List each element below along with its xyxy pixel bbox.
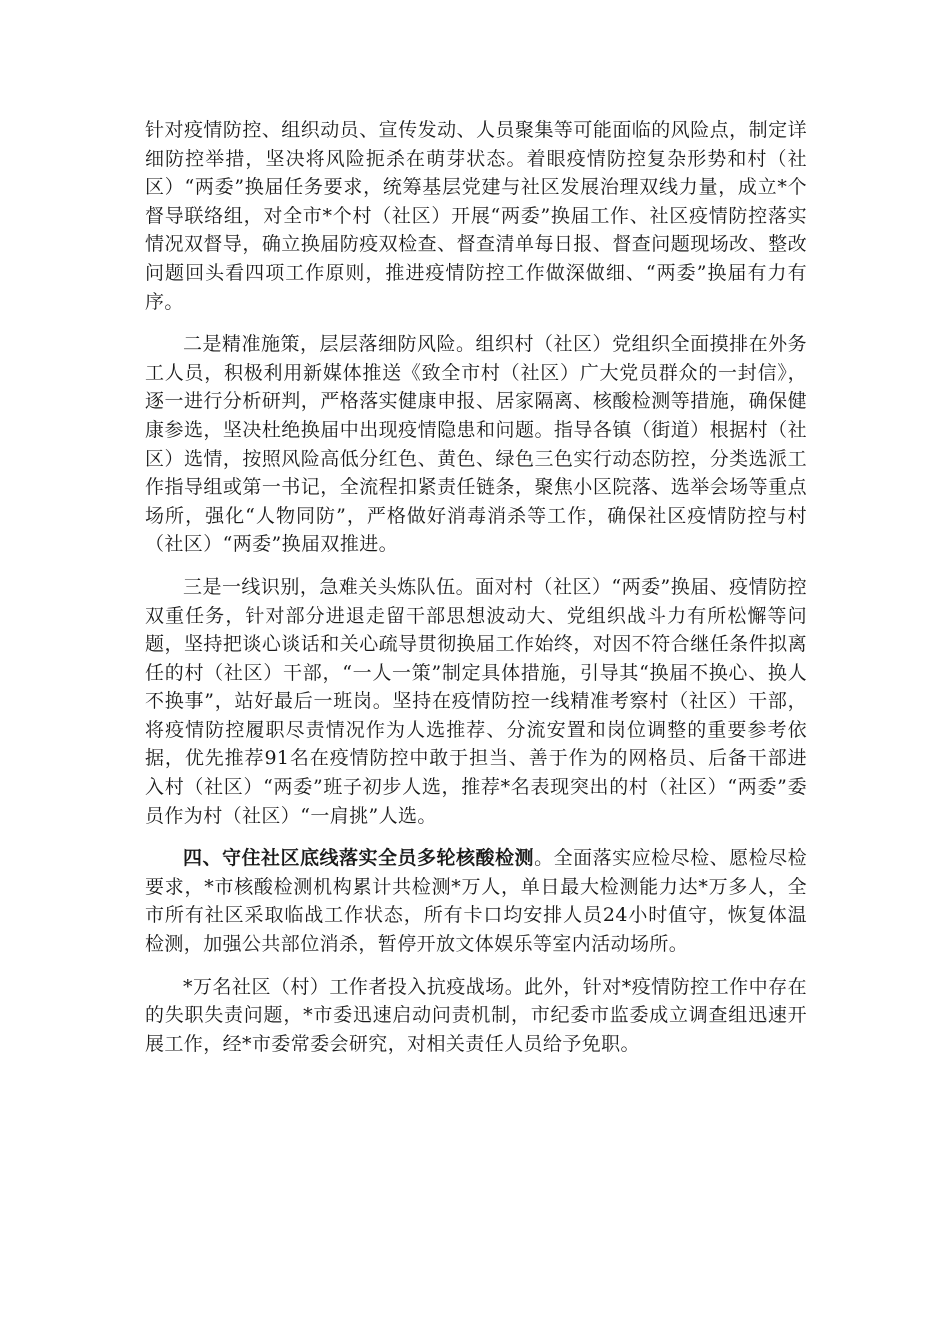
- paragraph-5: [145, 973, 807, 1059]
- paragraph-4: [145, 844, 807, 958]
- paragraph-5-text: *万名社区（村）工作者投入抗疫战场。此外，针对*疫情防控工作中存在的失职失责问题，*市委迅速启动问责机制，市纪委市监委成立调查组迅速开展工作，经*市委常委会研究，对相关责任人员给予免职。: [145, 975, 807, 1055]
- paragraph-1-text: 针对疫情防控、组织动员、宣传发动、人员聚集等可能面临的风险点，制定详细防控举措，坚决将风险扼杀在萌芽状态。着眼疫情防控复杂形势和村（社区）“两委”换届任务要求，统筹基层党建与社区发展治理双线力量，成立*个督导联络组，对全市*个村（社区）开展“两委”换届工作、社区疫情防控落实情况双督导，确立换届防疫双检查、督查清单每日报、督查问题现场改、整改问题回头看四项工作原则，推进疫情防控工作做深做细、“两委”换届有力有序。: [145, 119, 807, 313]
- paragraph-2-text: 二是精准施策，层层落细防风险。组织村（社区）党组织全面摸排在外务工人员，积极利用新媒体推送《致全市村（社区）广大党员群众的一封信》，逐一进行分析研判，严格落实健康申报、居家隔离、核酸检测等措施，确保健康参选，坚决杜绝换届中出现疫情隐患和问题。指导各镇（街道）根据村（社区）选情，按照风险高低分红色、黄色、绿色三色实行动态防控，分类选派工作指导组或第一书记，全流程扣紧责任链条，聚焦小区院落、选举会场等重点场所，强化“人物同防”，严格做好消毒消杀等工作，确保社区疫情防控与村（社区）“两委”换届双推进。: [145, 333, 807, 556]
- paragraph-4-text: 。全面落实应检尽检、愿检尽检要求，*市核酸检测机构累计共检测*万人，单日最大检测能力达*万多人，全市所有社区采取临战工作状态，所有卡口均安排人员24小时值守，恢复体温检测，加强公共部位消杀，暂停开放文体娱乐等室内活动场所。: [145, 847, 808, 956]
- paragraph-3-text: 三是一线识别，急难关头炼队伍。面对村（社区）“两委”换届、疫情防控双重任务，针对部分进退走留干部思想波动大、党组织战斗力有所松懈等问题，坚持把谈心谈话和关心疏导贯彻换届工作始终，对因不符合继任条件拟离任的村（社区）干部，“一人一策”制定具体措施，引导其“换届不换心、换人不换事”，站好最后一班岗。坚持在疫情防控一线精准考察村（社区）干部，将疫情防控履职尽责情况作为人选推荐、分流安置和岗位调整的重要参考依据，优先推荐91名在疫情防控中敢于担当、善于作为的网格员、后备干部进入村（社区）“两委”班子初步人选，推荐*名表现突出的村（社区）“两委”委员作为村（社区）“一肩挑”人选。: [145, 575, 807, 827]
- paragraph-3: [145, 573, 807, 830]
- paragraph-2: [145, 330, 807, 559]
- paragraph-4-lead-heading: 四、守住社区底线落实全员多轮核酸检测: [183, 847, 535, 870]
- document-body: [145, 116, 807, 1072]
- paragraph-1: [145, 116, 807, 316]
